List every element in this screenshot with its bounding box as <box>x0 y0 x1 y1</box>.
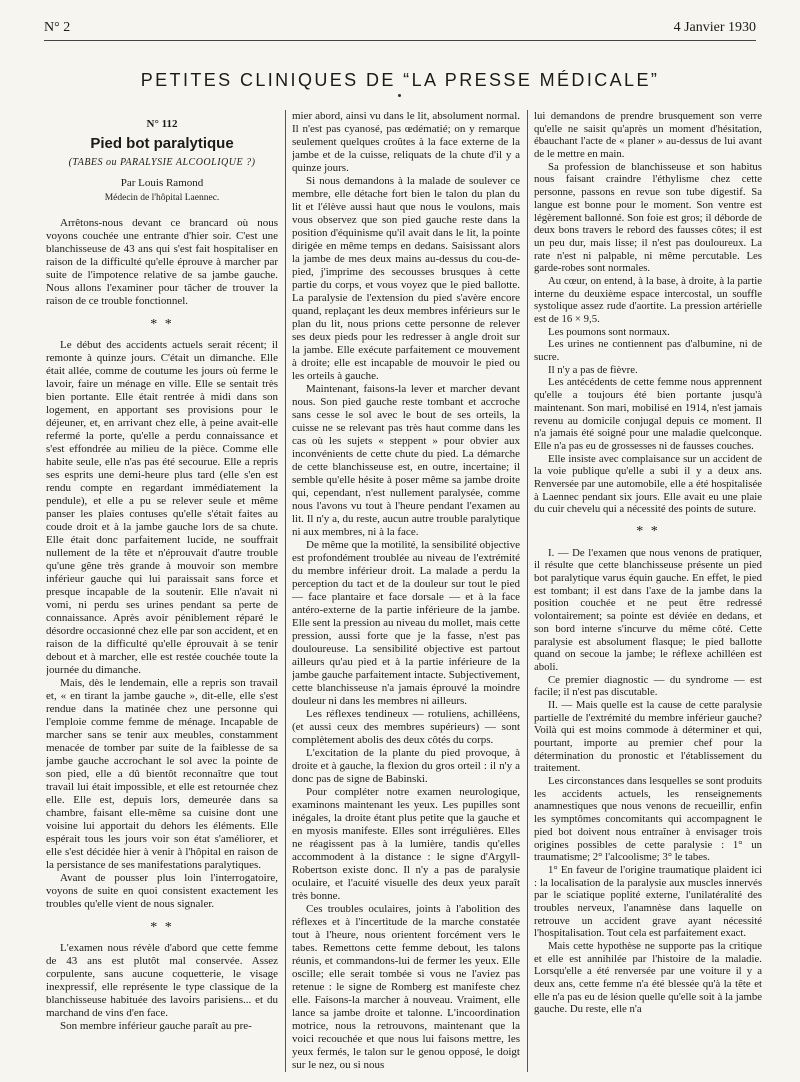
paragraph: Ce premier diagnostic — du syndrome — est facile; il n'est pas discutable. <box>534 673 762 699</box>
page-header <box>44 20 756 38</box>
paragraph: Les urines ne contiennent pas d'albumine, ni de sucre. <box>534 338 762 364</box>
paragraph: 1° En faveur de l'origine traumatique plaident ici : la localisation de la paralysie aux muscles innervés par le sciatique poplité externe, l'unilatéralité des troubles nerveux, l'anamnèse dans laquelle on retrouve un accident grave ayant nécessité l'hospitalisation. Tout cela est parfaitement exact. <box>534 863 762 940</box>
paragraph: Le début des accidents actuels serait récent; il remonte à quinze jours. C'était un dimanche. Elle était allée, comme de coutume les jours où ferme le lavoir, faire un ménage en ville. Elle se sentait très bien portante. Elle était rentrée à midi dans son logement, en apportant ses provisions pour le déjeuner, et, en arrivant chez elle, à peine avait-elle refermé la porte, qu'elle a perdu connaissance et s'est effondrée au milieu de la pièce. Comme elle habite seule, elle n'as pas été secourue. Elle a repris ses esprits une demi-heure plus tard (elle s'en est rendu compte en regardant immédiatement la pendule), et elle a pu se relever seule et même panser les plaies contuses qu'elle s'était faites au coude droit et à la jambe gauche lors de sa chute. Elle était donc parfaitement lucide, ne souffrait nullement de la tête et n'éprouvait d'autre trouble qu'une gêne très grande à mouvoir son membre inférieur gauche qui lui paraissait sans force et presque incapable de la soutenir. Elle n'avait ni vomi, ni perdu ses urines pendant sa perte de connaissance. Après avoir péniblement réparé le désordre occasionné chez elle par son accident, et en raison de la difficulté qu'elle éprouvait à se tenir debout et à marcher, elle est restée couchée toute la journée du dimanche. <box>46 339 278 676</box>
paragraph: L'excitation de la plante du pied provoque, à droite et à gauche, la flexion du gros orteil : il n'y a donc pas de signe de Babinski. <box>292 747 520 785</box>
column-3 <box>534 110 762 1072</box>
masthead: PETITES CLINIQUES DE “LA PRESSE MÉDICALE” <box>140 70 660 90</box>
paragraph: Mais cette hypothèse ne supporte pas la critique et elle est annihilée par l'histoire de la maladie. Lorsqu'elle a été renversée par une voiture il y a deux ans, cette femme n'a été blessée qu'à la tête et elle n'a pas eu de lésion quelle qu'elle soit à la jambe gauche. Du reste, elle n'a <box>534 940 762 1016</box>
column-divider <box>527 110 528 1072</box>
paragraph: Il n'y a pas de fièvre. <box>548 363 638 376</box>
paragraph: Avant de pousser plus loin l'interrogatoire, voyons de suite en quoi consistent exactement les troubles qu'elle vient de nous signaler. <box>46 872 278 910</box>
section-stars: * * <box>150 920 174 935</box>
column-2 <box>292 110 520 1072</box>
issue-number: N° 2 <box>44 20 71 35</box>
paragraph: Son membre inférieur gauche paraît au pre- <box>60 1020 252 1032</box>
paragraph: Les circonstances dans lesquelles se sont produits les accidents actuels, les renseignements anamnestiques que nous venons de recueillir, enfin les symptômes concomitants qui accompagnent le pied bot doivent nous entraîner à envisager trois origines possibles de cette paralysie : 1° un traumatisme; 2° l'alcoolisme; 3° le tabes. <box>534 775 762 864</box>
paragraph: Les antécédents de cette femme nous apprennent qu'elle a toujours été bien portante jusqu'à maintenant. Son mari, mobilisé en 1914, n'est jamais revenu au domicile conjugal depuis ce moment. Il n'a jamais été soigné pour une maladie quelconque. Elle n'a pas eu de grossesses ni de fausses couches. <box>534 376 762 452</box>
paragraph: Si nous demandons à la malade de soulever ce membre, elle détache fort bien le talon du plan du lit et l'élève aussi haut que nous le voulons, mais vous observez que son pied gauche reste dans la position d'équinisme qu'il avait dans le lit, la pointe dirigée en même temps en dedans. Saisissant alors la jambe de mes deux mains au-dessus du cou-de-pied, j'imprime des secousses brusques à cette partie du corps, et vous voyez que le pied ballotte. La paralysie de l'extension du pied s'avère encore quand, replaçant les deux membres inférieurs sur le plan du lit, nous prions cette personne de relever ses deux pieds pour les redresser à angle droit sur la jambe. Elle exécute parfaitement ce mouvement à droite; elle est incapable de mouvoir le pied ou les orteils à gauche. <box>292 175 520 382</box>
paragraph: lui demandons de prendre brusquement son verre qu'elle ne saisit qu'après un moment d'hésitation, ébauchant l'acte de « planer » au-dessus de lui avant de le mettre en main. <box>534 110 762 161</box>
paragraph: De même que la motilité, la sensibilité objective est profondément troublée au niveau de l'extrémité du membre inférieur droit. La malade a perdu la perception du tact et de la douleur sur tout le pied — face plantaire et face dorsale — et à la face antéro-externe de la partie inférieure de la jambe. Elle sent la pression au niveau du mollet, mais cette pression, aussi forte que je la fasse, n'est pas douloureuse. La sensibilité objective est partout ailleurs qu'au pied et à la partie inférieure de la jambe gauche parfaitement intacte. Subjectivement, cette blanchisseuse n'a jamais éprouvé la moindre douleur ni dans les membres ni ailleurs. <box>292 539 520 707</box>
article-subtitle: (TABES ou PARALYSIE ALCOOLIQUE ?) <box>68 157 256 168</box>
article-number: N° 112 <box>146 118 178 130</box>
paragraph: Les poumons sont normaux. <box>548 325 670 338</box>
section-stars: * * <box>636 524 660 539</box>
paragraph: Ces troubles oculaires, joints à l'abolition des réflexes et à l'incertitude de la marche constatée tout à l'heure, nous orientent forcément vers le tabes. Remettons cette femme debout, les talons réunis, et commandons-lui de fermer les yeux. Elle oscille; elle serait tombée si vous ne l'aviez pas retenue : le signe de Romberg est manifeste chez elle. Faisons-la marcher à nouveau. Vraiment, elle lance sa jambe droite et talonne. L'incoordination motrice, nous la retrouvons, maintenant que la voici recouchée et que nous lui faisons mettre, les yeux fermés, le talon sur le genou opposé, le doigt sur le nez, ou si nous <box>292 903 520 1071</box>
masthead-dot <box>398 94 401 97</box>
article-title: Pied bot paralytique <box>90 135 234 152</box>
paragraph: Arrêtons-nous devant ce brancard où nous voyons couchée une entrante d'hier soir. C'est une blanchisseuse de 43 ans qui s'est fait hospitaliser en raison de la difficulté qu'elle éprouve à marcher par suite de l'impotence relative de sa jambe gauche. Nous allons l'examiner pour tâcher de trouver la raison de ce trouble fonctionnel. <box>46 217 278 307</box>
header-rule <box>44 40 756 41</box>
author-role: Médecin de l'hôpital Laennec. <box>104 193 220 203</box>
paragraph: II. — Mais quelle est la cause de cette paralysie partielle de l'extrémité du membre inférieur gauche? Voilà qui est moins commode à déterminer et qui, pourtant, importe au premier chef pour la détermination du pronostic et l'établissement du traitement. <box>534 698 762 775</box>
paragraph: L'examen nous révèle d'abord que cette femme de 43 ans est plutôt mal conservée. Assez corpulente, sans aucune coquetterie, le visage inexpressif, elle représente le type classique de la blanchisseuse habituée des lavoirs parisiens... et du marchand de vins d'en face. <box>46 942 278 1019</box>
paragraph: I. — De l'examen que nous venons de pratiquer, il résulte que cette blanchisseuse présente un pied bot paralytique varus équin gauche. En effet, le pied est tombant; il est dans l'axe de la jambe dans la position couchée et ne peut être redressé volontairement; sa pointe est déviée en dedans, et son bord interne s'incurve du même côté. Cette paralysie est absolument flasque; le pied ballotte quand on secoue la jambe; le réflexe achilléen est aboli. <box>534 546 762 673</box>
paragraph: Les réflexes tendineux — rotuliens, achilléens, (et aussi ceux des membres supérieurs) — sont complètement abolis des deux côtés du corps. <box>292 708 520 746</box>
paragraph: mier abord, ainsi vu dans le lit, absolument normal. Il n'est pas cyanosé, pas œdématié; on y remarque seulement quelques croûtes à la face externe de la jambe et de la cuisse, reliquats de la chute d'il y a quinze jours. <box>292 110 520 174</box>
paragraph: Mais, dès le lendemain, elle a repris son travail et, « en tirant la jambe gauche », dit-elle, elle s'est rendue dans la matinée chez une personne qui l'emploie comme femme de ménage. Incapable de marcher sans se tenir aux meubles, constamment menacée de tomber par suite de la faiblesse de sa jambe gauche accrochant le sol avec la pointe de son pied, elle a dû bientôt reconnaître que tout travail lui était impossible, et elle est retournée chez elle. Elle est, depuis lors, demeurée dans sa chambre, faisant elle-même sa cuisine dont une voisine lui apportait du dehors les éléments. Elle espérait tous les jours voir son état s'améliorer, et elle s'est décidée hier à venir à l'hôpital en raison de la persistance de ses manifestations paralytiques. <box>46 677 278 871</box>
paragraph: Elle insiste avec complaisance sur un accident de la voie publique qu'elle a subi il y a deux ans. Renversée par une automobile, elle a été hospitalisée à Laennec pendant six jours. Elle avait eu une plaie du cuir chevelu qui a nécessité des points de suture. <box>534 452 762 516</box>
paragraph: Au cœur, on entend, à la base, à droite, à la partie interne du deuxième espace intercostal, un souffle systolique assez rude d'aortite. La pression artérielle est de 16 × 9,5. <box>534 274 762 325</box>
section-stars: * * <box>150 317 174 332</box>
column-1 <box>46 110 278 1072</box>
column-divider <box>285 110 286 1072</box>
author: Par Louis Ramond <box>120 177 204 189</box>
issue-date: 4 Janvier 1930 <box>673 20 756 35</box>
paragraph: Sa profession de blanchisseuse et son habitus nous faisant craindre l'éthylisme chez cette personne, passons en revue son tube digestif. Sa langue est bonne pour le moment. Son ventre est légèrement ballonné. Son foie est gros; il déborde de deux bons travers le rebord des fausses côtes; il est un peu dur, mais lisse; il n'est pas douloureux. La rate n'est ni palpable, ni même percutable. Les garde-robes sont normales. <box>534 160 762 275</box>
paragraph: Pour compléter notre examen neurologique, examinons maintenant les yeux. Les pupilles sont inégales, la droite étant plus petite que la gauche et en myosis manifeste. Elles sont irrégulières. Elles ne réagissent pas à la lumière, tandis qu'elles accommodent à la distance : le signe d'Argyll-Robertson existe donc. Il n'y a pas de paralysie oculaire, et l'acuité visuelle des deux yeux paraît très bonne. <box>292 786 520 902</box>
paragraph: Maintenant, faisons-la lever et marcher devant nous. Son pied gauche reste tombant et accroche sans cesse le sol avec le bout de ses orteils, la cuisse ne se relevant pas très haut comme dans les cas où les sujets « steppent » pour obvier aux inconvénients de cette chute du pied. La démarche de cette blanchisseuse est, en outre, incertaine; il semble qu'elle hésite à poser même sa jambe droite qui, cependant, n'est nullement paralysée, comme nous l'avons vu tout à l'heure pendant l'examen au lit. Il n'y a, du reste, aucun autre trouble paralytique ni aux membres, ni à la face. <box>292 383 520 538</box>
